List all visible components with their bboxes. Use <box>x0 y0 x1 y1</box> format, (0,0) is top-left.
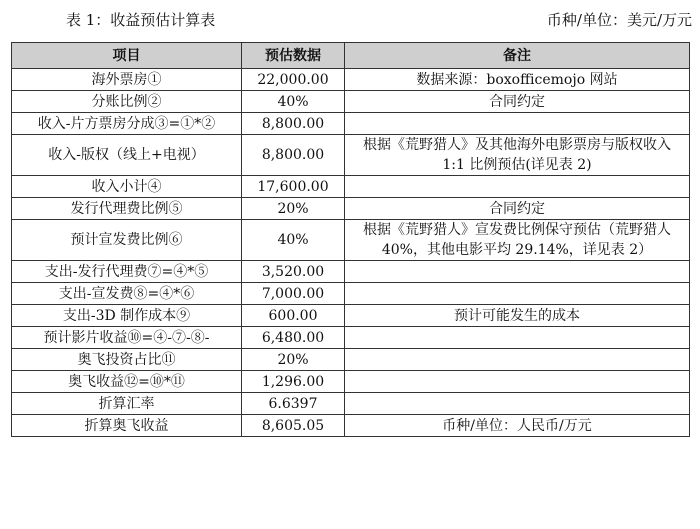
row-item: 支出-发行代理费⑦=④*⑤ <box>12 261 242 283</box>
table-title: 表 1：收益预估计算表 <box>66 11 216 29</box>
table-row <box>12 176 690 198</box>
row-value: 40% <box>242 91 345 113</box>
row-note: 数据来源：boxofficemojo 网站 <box>345 69 690 91</box>
header-value: 预估数据 <box>242 43 345 69</box>
row-item: 折算汇率 <box>12 393 242 415</box>
row-note <box>345 283 690 305</box>
table-row <box>12 327 690 349</box>
row-note <box>345 371 690 393</box>
table-row <box>12 261 690 283</box>
row-note <box>345 261 690 283</box>
row-item: 预计宣发费比例⑥ <box>12 220 242 261</box>
header-item: 项目 <box>12 43 242 69</box>
header-row <box>12 43 690 69</box>
row-note <box>345 327 690 349</box>
table-row <box>12 305 690 327</box>
row-value: 20% <box>242 198 345 220</box>
table-row <box>12 415 690 437</box>
row-note: 合同约定 <box>345 91 690 113</box>
row-value: 8,800.00 <box>242 135 345 176</box>
header-note: 备注 <box>345 43 690 69</box>
row-item: 预计影片收益⑩=④-⑦-⑧- <box>12 327 242 349</box>
currency-unit-label: 币种/单位：美元/万元 <box>546 11 692 29</box>
row-value: 8,605.05 <box>242 415 345 437</box>
row-value: 6,480.00 <box>242 327 345 349</box>
row-value: 22,000.00 <box>242 69 345 91</box>
row-value: 7,000.00 <box>242 283 345 305</box>
row-value: 3,520.00 <box>242 261 345 283</box>
row-value: 600.00 <box>242 305 345 327</box>
row-item: 收入-版权（线上+电视） <box>12 135 242 176</box>
row-value: 6.6397 <box>242 393 345 415</box>
row-item: 收入小计④ <box>12 176 242 198</box>
row-item: 奥飞收益⑫=⑩*⑪ <box>12 371 242 393</box>
table-row <box>12 283 690 305</box>
row-value: 8,800.00 <box>242 113 345 135</box>
row-note <box>345 393 690 415</box>
table-caption <box>0 0 700 40</box>
row-note: 合同约定 <box>345 198 690 220</box>
table-row <box>12 198 690 220</box>
row-item: 收入-片方票房分成③=①*② <box>12 113 242 135</box>
row-item: 支出-3D 制作成本⑨ <box>12 305 242 327</box>
row-item: 支出-宣发费⑧=④*⑥ <box>12 283 242 305</box>
row-note: 根据《荒野猎人》宣发费比例保守预估（荒野猎人 40%，其他电影平均 29.14%，详见表 2） <box>345 220 690 261</box>
table-row <box>12 91 690 113</box>
row-note: 根据《荒野猎人》及其他海外电影票房与版权收入 1:1 比例预估(详见表 2) <box>345 135 690 176</box>
table-row <box>12 393 690 415</box>
row-value: 1,296.00 <box>242 371 345 393</box>
revenue-estimate-table <box>11 42 690 437</box>
row-note: 币种/单位：人民币/万元 <box>345 415 690 437</box>
row-note <box>345 176 690 198</box>
table-row <box>12 220 690 261</box>
table-row <box>12 113 690 135</box>
table-row <box>12 349 690 371</box>
row-item: 折算奥飞收益 <box>12 415 242 437</box>
row-item: 分账比例② <box>12 91 242 113</box>
row-note <box>345 349 690 371</box>
row-value: 20% <box>242 349 345 371</box>
row-note <box>345 113 690 135</box>
row-item: 发行代理费比例⑤ <box>12 198 242 220</box>
row-item: 奥飞投资占比⑪ <box>12 349 242 371</box>
row-note: 预计可能发生的成本 <box>345 305 690 327</box>
table-row <box>12 135 690 176</box>
table-row <box>12 69 690 91</box>
row-item: 海外票房① <box>12 69 242 91</box>
table-row <box>12 371 690 393</box>
row-value: 17,600.00 <box>242 176 345 198</box>
row-value: 40% <box>242 220 345 261</box>
